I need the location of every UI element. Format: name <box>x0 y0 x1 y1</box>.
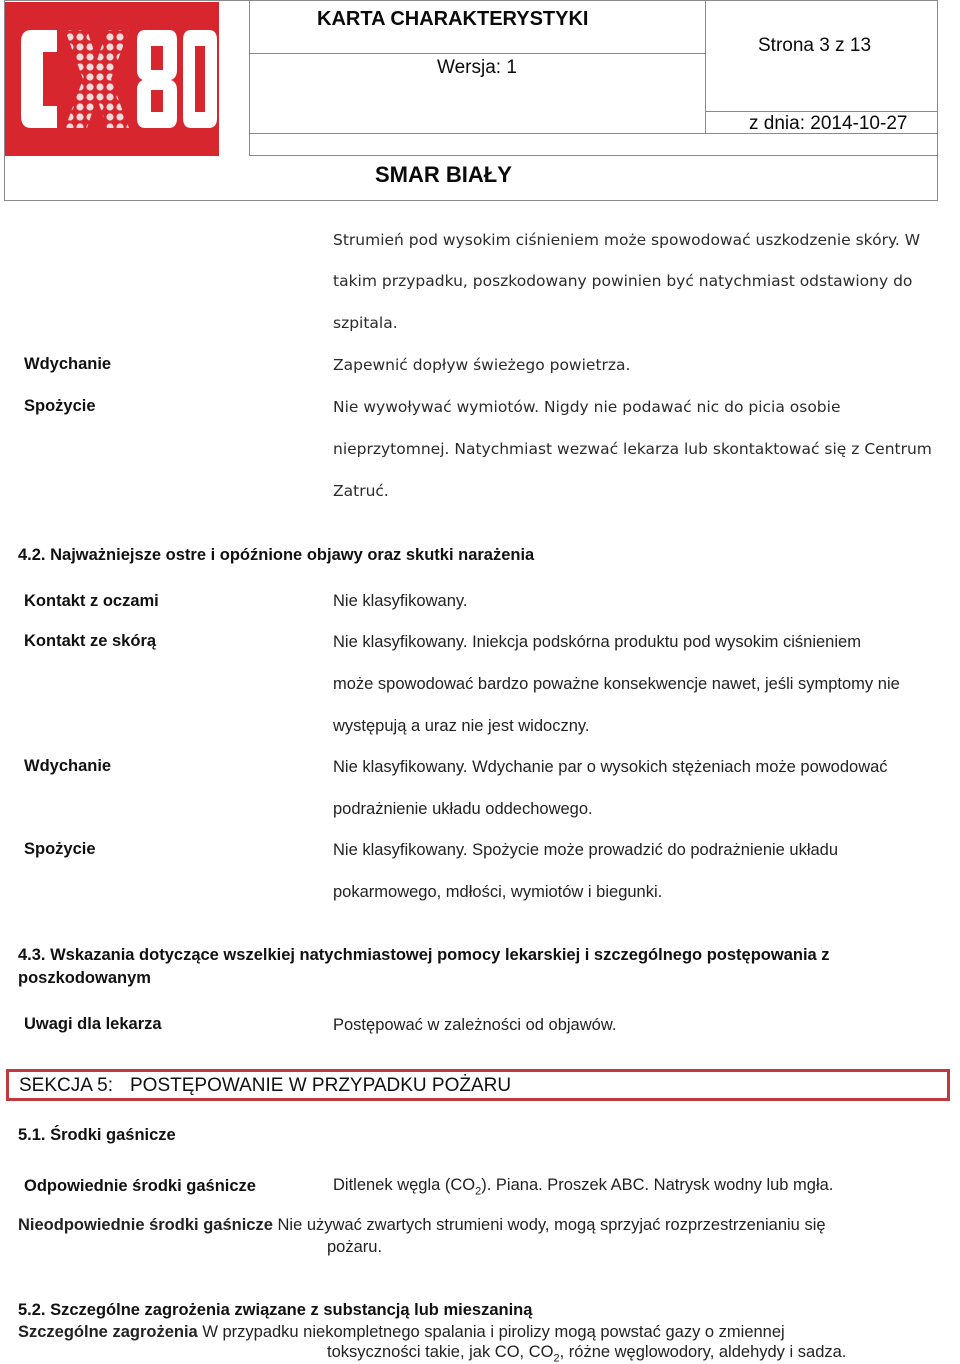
eye-contact-text: Nie klasyfikowany. <box>333 592 468 610</box>
ingestion-text-line: nieprzytomnej. Natychmiast wezwać lekarza lub skontaktować się z Centrum <box>333 440 932 458</box>
doctor-notes-label: Uwagi dla lekarza <box>24 1015 162 1033</box>
company-logo <box>5 2 219 156</box>
doctor-notes-text: Postępować w zależności od objawów. <box>333 1016 617 1034</box>
doc-title: KARTA CHARAKTERYSTYKI <box>317 8 589 30</box>
section-number: SEKCJA 5: <box>19 1075 113 1096</box>
skin-contact-text-line: występują a uraz nie jest widoczny. <box>333 717 590 735</box>
subscript: 2 <box>475 1185 482 1198</box>
hazards-line <box>327 1343 846 1362</box>
hazards-label: Szczególne zagrożenia <box>18 1323 198 1341</box>
doc-date: z dnia: 2014-10-27 <box>749 113 908 134</box>
skin-text-line: szpitala. <box>333 314 398 332</box>
skin-text-line: takim przypadku, poszkodowany powinien być natychmiast odstawiony do <box>333 272 913 290</box>
skin-text-line: Strumień pod wysokim ciśnieniem może spowodować uszkodzenie skóry. W <box>333 231 921 249</box>
skin-contact-text-line: może spowodować bardzo poważne konsekwencje nawet, jeśli symptomy nie <box>333 675 900 693</box>
suitable-text-a: Ditlenek węgla (CO <box>333 1176 476 1194</box>
section-5-header <box>6 1069 950 1101</box>
version: Wersja: 1 <box>437 57 517 78</box>
suitable-media-text <box>333 1176 834 1198</box>
ingestion-text-line: Nie wywoływać wymiotów. Nigdy nie podawać nic do picia osobie <box>333 398 841 416</box>
suitable-text-b: ). Piana. Proszek ABC. Natrysk wodny lub mgła. <box>481 1176 834 1194</box>
unsuitable-media-line: pożaru. <box>327 1238 383 1256</box>
skin-contact-label: Kontakt ze skórą <box>24 632 157 650</box>
section-heading-line: 4.3. Wskazania dotyczące wszelkiej natychmiastowej pomocy lekarskiej i szczególnego postępowania z <box>18 946 830 964</box>
section-heading-line: poszkodowanym <box>18 969 151 987</box>
product-name: SMAR BIAŁY <box>375 162 512 187</box>
unsuitable-media-line <box>18 1216 826 1235</box>
hazards-line <box>18 1323 785 1342</box>
suitable-media-label: Odpowiednie środki gaśnicze <box>24 1177 256 1195</box>
ingestion-text-line: Zatruć. <box>333 482 389 500</box>
section-title: POSTĘPOWANIE W PRZYPADKU POŻARU <box>130 1075 512 1096</box>
inhalation-label: Wdychanie <box>24 355 112 373</box>
page-number: Strona 3 z 13 <box>758 35 872 56</box>
skin-contact-text-line: Nie klasyfikowany. Iniekcja podskórna produktu pod wysokim ciśnieniem <box>333 633 861 651</box>
hazards-text-a: toksyczności takie, jak CO, CO <box>327 1343 554 1361</box>
ingestion-text-line: pokarmowego, mdłości, wymiotów i biegunki. <box>333 883 663 901</box>
ingestion-label: Spożycie <box>24 840 96 858</box>
inhalation-text: Zapewnić dopływ świeżego powietrza. <box>333 356 631 374</box>
unsuitable-media-text: Nie używać zwartych strumieni wody, mogą sprzyjać rozprzestrzenianiu się <box>277 1216 826 1234</box>
subscript: 2 <box>553 1352 560 1364</box>
eye-contact-label: Kontakt z oczami <box>24 592 159 610</box>
hazards-text-b: , różne węglowodory, aldehydy i sadza. <box>559 1343 847 1361</box>
ingestion-text-line: Nie klasyfikowany. Spożycie może prowadzić do podrażnienie układu <box>333 841 839 859</box>
ingestion-label: Spożycie <box>24 397 96 415</box>
inhalation-text-line: podrażnienie układu oddechowego. <box>333 800 593 818</box>
hazards-text: W przypadku niekompletnego spalania i pirolizy mogą powstać gazy o zmiennej <box>202 1323 785 1341</box>
inhalation-text-line: Nie klasyfikowany. Wdychanie par o wysokich stężeniach może powodować <box>333 758 888 776</box>
inhalation-label: Wdychanie <box>24 757 112 775</box>
subsection-heading: 5.2. Szczególne zagrożenia związane z substancją lub mieszaniną <box>18 1301 533 1319</box>
unsuitable-media-label: Nieodpowiednie środki gaśnicze <box>18 1216 273 1234</box>
subsection-heading: 5.1. Środki gaśnicze <box>18 1126 176 1144</box>
section-heading: 4.2. Najważniejsze ostre i opóźnione objawy oraz skutki narażenia <box>18 546 535 564</box>
